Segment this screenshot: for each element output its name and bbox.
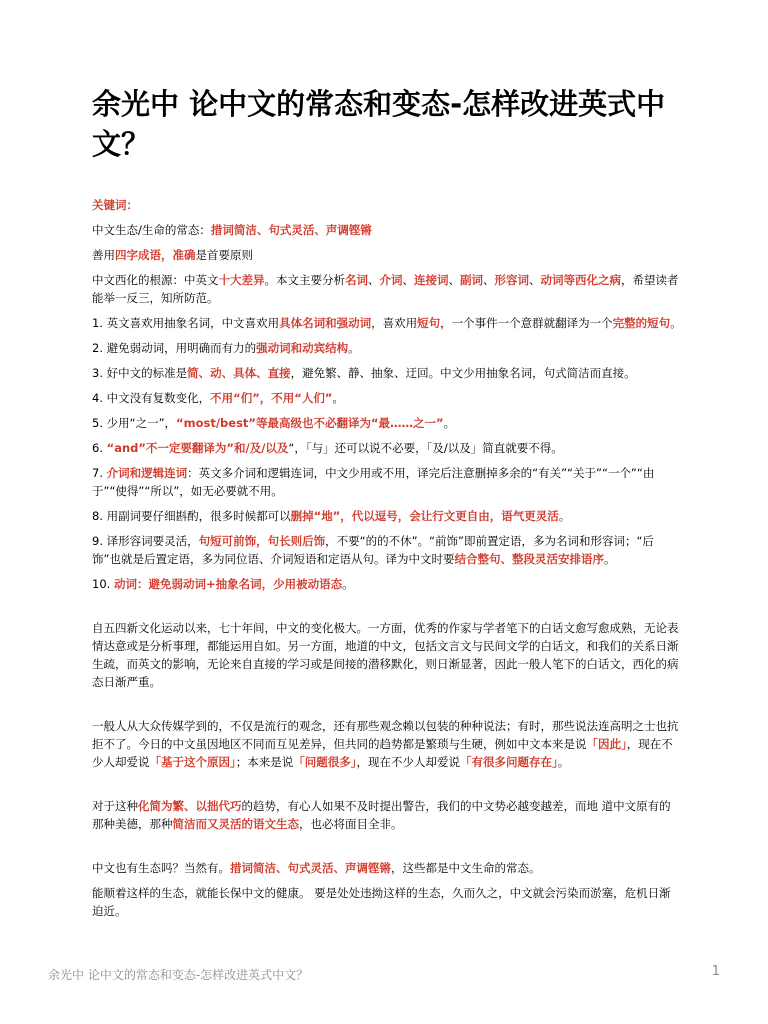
highlighted-text: 短句 (417, 316, 441, 330)
keyword-point-1 (92, 246, 682, 264)
keyword-point-8 (92, 439, 682, 457)
page-number: 1 (711, 964, 720, 979)
text-run: 自五四新文化运动以来，七十年间，中文的变化极大。一方面，优秀的作家与学者笔下的白话文愈写愈成熟，无论表情达意或是分析事理，都能运用自如。另一方面，地道的中文，包括文言文与民间文学的白话文，和我们的关系日渐生疏，而英文的影响，无论来自直接的学习或是间接的潜移默化，则日渐显著，因此一般人笔下的白话文，西化的病态日渐严重。 (92, 621, 679, 689)
text-run: 。 (443, 416, 456, 430)
highlighted-text: 「基于这个原因」 (149, 755, 236, 769)
text-run: 、 (483, 273, 495, 287)
keyword-point-2 (92, 271, 682, 307)
keyword-point-11 (92, 532, 682, 568)
keyword-point-9 (92, 464, 682, 500)
text-run: 3. 好中文的标准是 (92, 366, 188, 380)
highlighted-text: 连接词 (414, 273, 449, 287)
text-run: 中文生态/生命的常态： (92, 223, 211, 237)
highlighted-text: 措词简洁、句式灵活、声调铿锵 (210, 223, 372, 237)
keyword-points (92, 221, 682, 593)
text-run: 。 (332, 391, 344, 405)
keyword-point-5 (92, 364, 682, 382)
text-run: 中文也有生态吗？当然有。 (92, 861, 230, 875)
text-run: ，现在不少人却爱说 (356, 755, 460, 769)
highlighted-text: 结合整句、整段灵活安排语序 (454, 552, 604, 566)
text-run: 。 (342, 577, 354, 591)
keyword-point-0 (92, 221, 682, 239)
highlighted-text: 化简为繁、以拙代巧 (138, 799, 242, 813)
keyword-point-7 (92, 414, 682, 432)
highlighted-text: 措词简洁、句式灵活、声调铿锵 (230, 861, 391, 875)
highlighted-text: 「问题很多」 (293, 755, 357, 769)
text-run: 一般人从大众传媒学到的，不仅是流行的观念，还有那些观念赖以包装的种种说法；有时，那些说法连高明之士也抗拒不了。今日的中文虽因地区不同而互见差异，但共同的趋势都是繁琐与生硬，例如中文本来是说 (92, 719, 679, 751)
highlighted-text: 删掉“地”，代以逗号，会让行文更自由，语气更灵活 (290, 509, 559, 523)
article-content (92, 196, 682, 927)
text-run: ：英文多介词和逻辑连词，中文少用或不用，译完后注意删掉多余的“有关”“关于”“一个”“由于”“使得”“所以”，如无必要就不用。 (92, 466, 655, 498)
text-run: ，不要“的的不休”。“前饰”即前置定语，多为名词和形容词；“后饰”也就是后置定语，多为同位语、介词短语和定语从句。译为中文时要 (92, 534, 654, 566)
highlighted-text: 四字成语 (115, 248, 161, 262)
keyword-point-3 (92, 314, 682, 332)
text-run: 1. 英文喜欢用抽象名词，中文喜欢用 (92, 316, 280, 330)
keyword-point-6 (92, 389, 682, 407)
highlighted-text: 简洁而又灵活的语文生态 (172, 817, 299, 831)
closing-paragraphs (92, 859, 682, 920)
highlighted-text: 具体名词和强动词 (279, 316, 372, 330)
text-run: 8. 用副词要仔细斟酌，很多时候都可以 (92, 509, 291, 523)
text-run: 对于这种 (92, 799, 138, 813)
body-paragraphs (92, 619, 682, 833)
text-run: 。 (348, 341, 360, 355)
text-run: 、 (448, 273, 460, 287)
highlighted-text: 十大差异 (218, 273, 265, 287)
text-run: 。 (557, 755, 570, 769)
footer-title: 余光中 论中文的常态和变态-怎样改进英式中文？ (48, 968, 309, 982)
highlighted-text: 介词 (379, 273, 403, 287)
keyword-point-10 (92, 507, 682, 525)
text-run: ，希望读者能举一反三，知所防范。 (92, 273, 679, 305)
text-run: 的趋势，有心人如果不及时提出警告，我们的中文势必越变越差，而地 道中文原有的那种美德，那种 (92, 799, 671, 831)
text-run: 。 (670, 316, 682, 330)
text-run: ，喜欢用 (371, 316, 418, 330)
text-run: ，避免繁、静、抽象、迂回。中文少用抽象名词，句式简洁而直接。 (290, 366, 636, 380)
keywords-label-text: 关键词： (92, 198, 138, 212)
text-run: 2. 避免弱动词，用明确而有力的 (92, 341, 257, 355)
highlighted-text: 强动词和动宾结构 (256, 341, 349, 355)
text-run: 善用 (92, 248, 115, 262)
text-run: “，「与」还可以说不必要，「及/以及」简直就要不得。 (288, 441, 563, 455)
text-run: ；本来是说 (235, 755, 294, 769)
highlighted-text: 「因此」 (586, 737, 627, 751)
body-paragraph-0 (92, 619, 682, 691)
highlighted-text: 不用“们”，不用“人们” (210, 391, 333, 405)
body-paragraph-2 (92, 797, 682, 833)
text-run: 4. 中文没有复数变化， (92, 391, 211, 405)
highlighted-text: 「有很多问题存在」 (460, 755, 558, 769)
closing-paragraph-0 (92, 859, 682, 877)
text-run: 。本文主要分析 (264, 273, 345, 287)
highlighted-text: 简、动、具体、直接 (187, 366, 291, 380)
text-run: 中文西化的根源：中英文 (92, 273, 219, 287)
text-run: 7. (92, 466, 107, 480)
text-run: 6. (92, 441, 107, 455)
text-run: ，这些都是中文生命的常态。 (391, 861, 541, 875)
highlighted-text: 名词 (345, 273, 368, 287)
text-run: 能顺着这样的生态，就能长保中文的健康。 要是处处违拗这样的生态，久而久之，中文就会污染而淤塞，危机日渐迫近。 (92, 886, 671, 918)
highlighted-text: 句短可前饰，句长则后饰 (198, 534, 326, 548)
highlighted-text: 副词 (460, 273, 483, 287)
highlighted-text: “and”不一定要翻译为”和/及/以及 (106, 441, 289, 455)
closing-paragraph-1 (92, 884, 682, 920)
text-run: 9. 译形容词要灵活， (92, 534, 199, 548)
highlighted-text: 完整的短句 (612, 316, 671, 330)
text-run: 是首要原则 (195, 248, 253, 262)
text-run: 、 (402, 273, 414, 287)
text-run: ，也必将面目全非。 (299, 817, 403, 831)
text-run: 5. 少用“之一”， (92, 416, 177, 430)
highlighted-text: ，准确 (161, 248, 196, 262)
highlighted-text: 动词等西化之病 (540, 273, 621, 287)
text-run: 。 (603, 552, 616, 566)
page-title: 余光中 论中文的常态和变态-怎样改进英式中文？ (92, 87, 666, 161)
text-run: 10. (92, 577, 114, 591)
keyword-point-4 (92, 339, 682, 357)
highlighted-text: 形容词 (494, 273, 529, 287)
keywords-label (92, 196, 682, 214)
highlighted-text: 动词：避免弱动词+抽象名词，少用被动语态 (113, 577, 343, 591)
text-run: 、 (368, 273, 380, 287)
body-paragraph-1 (92, 717, 682, 771)
text-run: 。 (558, 509, 571, 523)
text-run: 、 (529, 273, 541, 287)
highlighted-text: “most/best”等最高级也不必翻译为“最……之一” (176, 416, 444, 430)
keyword-point-12 (92, 575, 682, 593)
text-run: ，一个事件一个意群就翻译为一个 (440, 316, 613, 330)
text-run: ，现在不少人却爱说 (92, 737, 673, 769)
highlighted-text: 介词和逻辑连词 (106, 466, 188, 480)
